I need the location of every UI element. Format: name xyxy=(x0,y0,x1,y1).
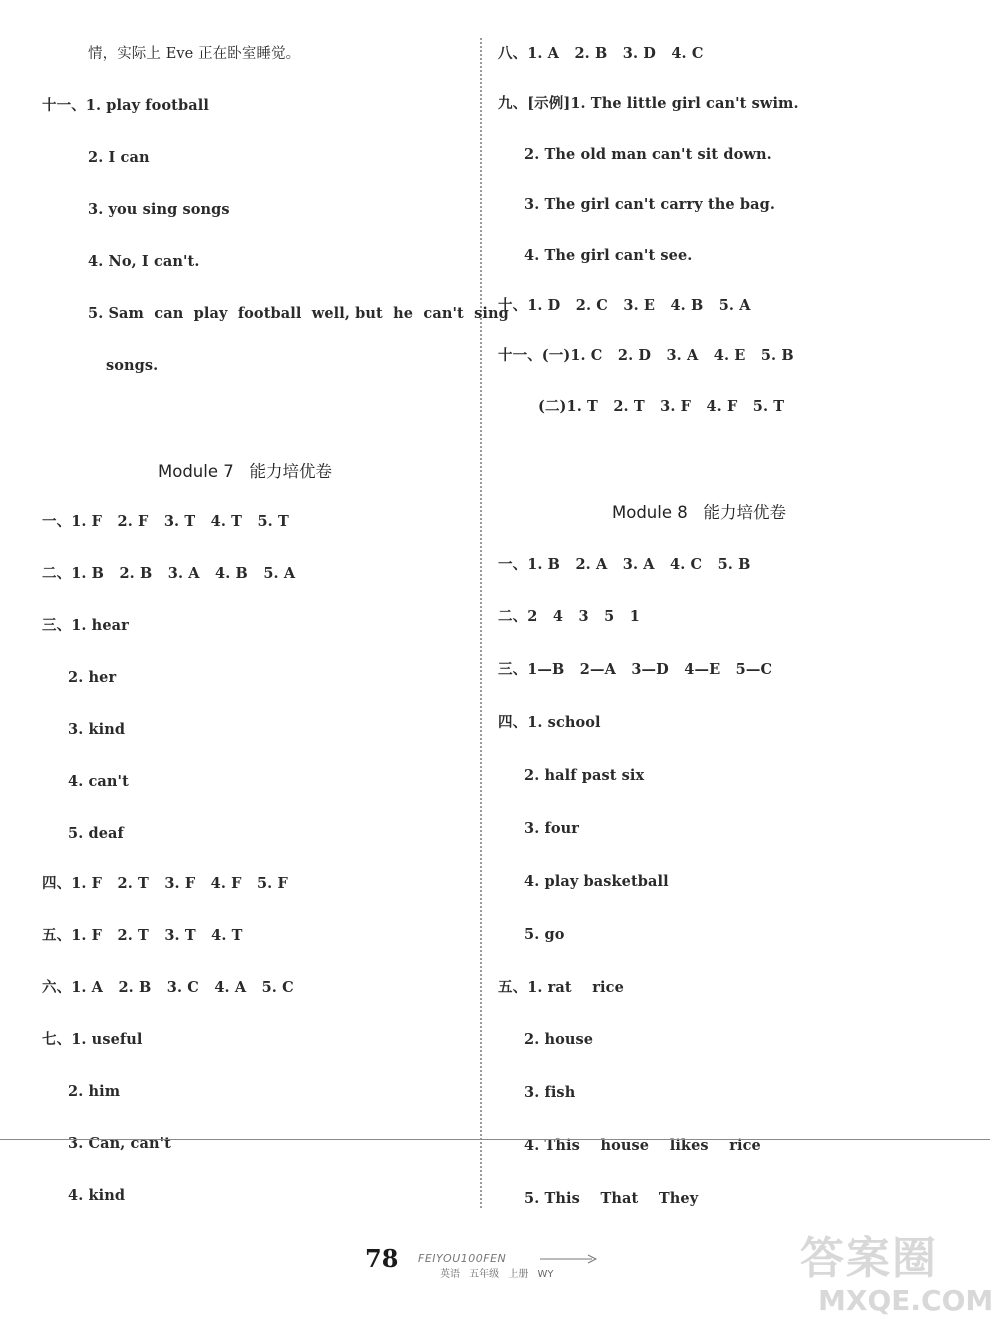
text-line: 十、1. D 2. C 3. E 4. B 5. A xyxy=(498,297,751,314)
text-line: 2. The old man can't sit down. xyxy=(524,146,772,163)
text-line: 3. four xyxy=(524,820,579,837)
text-line: 3. kind xyxy=(68,721,126,738)
watermark-text: 答案圈 xyxy=(800,1233,938,1284)
text-line: songs. xyxy=(106,357,159,374)
text-line: 一、1. F 2. F 3. T 4. T 5. T xyxy=(42,513,289,530)
text-line: 3. The girl can't carry the bag. xyxy=(524,196,775,213)
footer-subtitle: 英语 五年级 上册 WY xyxy=(440,1269,554,1280)
page-number: 78 xyxy=(365,1244,399,1273)
text-line: 二、2 4 3 5 1 xyxy=(498,608,640,625)
text-line: 5. This That They xyxy=(524,1190,699,1207)
text-line: 3. you sing songs xyxy=(88,201,230,218)
text-line: 3. Can, can't xyxy=(68,1135,171,1152)
text-line: 2. I can xyxy=(88,149,150,166)
text-line: 三、1. hear xyxy=(42,617,129,634)
text-line: 六、1. A 2. B 3. C 4. A 5. C xyxy=(42,979,294,996)
text-line: 三、1—B 2—A 3—D 4—E 5—C xyxy=(498,661,773,678)
text-line: 4. can't xyxy=(68,773,129,790)
text-line: 七、1. useful xyxy=(42,1031,143,1048)
text-line: 九、[示例]1. The little girl can't swim. xyxy=(498,95,799,112)
text-line: 五、1. F 2. T 3. T 4. T xyxy=(42,927,243,944)
text-line: 四、1. F 2. T 3. F 4. F 5. F xyxy=(42,875,288,892)
arrow-icon xyxy=(540,1254,600,1264)
text-line: (二)1. T 2. T 3. F 4. F 5. T xyxy=(538,398,785,415)
text-line: 5. deaf xyxy=(68,825,124,842)
column-divider xyxy=(480,38,482,1208)
text-line: 一、1. B 2. A 3. A 4. C 5. B xyxy=(498,556,751,573)
text-line: 4. The girl can't see. xyxy=(524,247,693,264)
text-line: 2. him xyxy=(68,1083,121,1100)
watermark-url: MXQE.COM xyxy=(818,1284,994,1317)
text-line: 2. house xyxy=(524,1031,594,1048)
text-line: 情，实际上 Eve 正在卧室睡觉。 xyxy=(88,46,301,62)
text-line: 二、1. B 2. B 3. A 4. B 5. A xyxy=(42,565,296,582)
text-line: 4. kind xyxy=(68,1187,126,1204)
text-line: 2. her xyxy=(68,669,117,686)
text-line: 3. fish xyxy=(524,1084,576,1101)
module-7-heading: Module 7 能力培优卷 xyxy=(158,462,332,481)
text-line: 八、1. A 2. B 3. D 4. C xyxy=(498,45,704,62)
text-line: 4. No, I can't. xyxy=(88,253,200,270)
watermark-logo xyxy=(800,1222,994,1330)
text-line: 四、1. school xyxy=(498,714,601,731)
module-8-heading: Module 8 能力培优卷 xyxy=(612,503,786,522)
footer-brand: FEIYOU100FEN xyxy=(418,1252,507,1265)
text-line: 十一、1. play football xyxy=(42,97,209,114)
text-line: 4. This house likes rice xyxy=(524,1137,761,1154)
text-line: 5. Sam can play football well, but he can't sing xyxy=(88,305,509,322)
text-line: 十一、(一)1. C 2. D 3. A 4. E 5. B xyxy=(498,347,794,364)
text-line: 5. go xyxy=(524,926,565,943)
text-line: 五、1. rat rice xyxy=(498,979,624,996)
text-line: 4. play basketball xyxy=(524,873,669,890)
text-line: 2. half past six xyxy=(524,767,645,784)
horizontal-rule xyxy=(0,1139,990,1140)
